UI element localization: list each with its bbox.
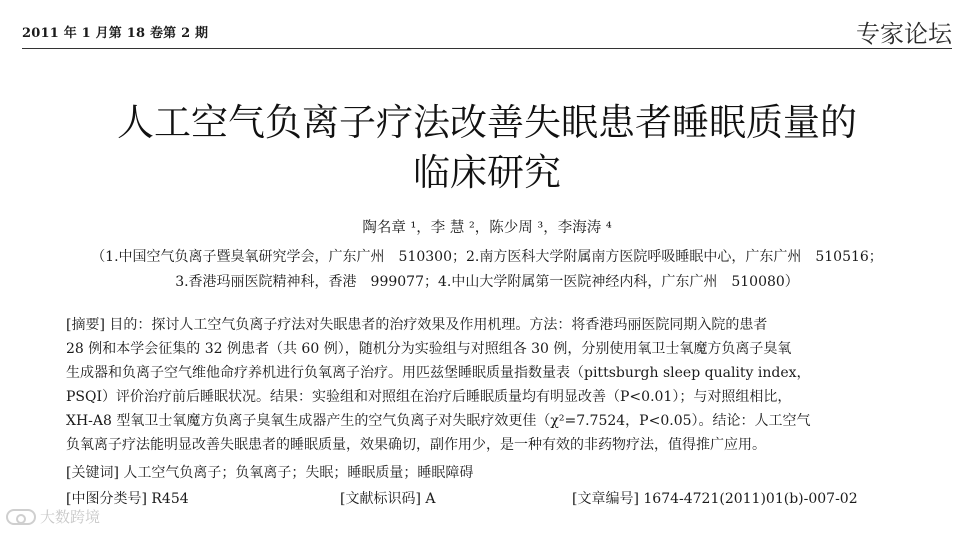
watermark-text: 大数跨境	[40, 508, 101, 526]
header-divider	[22, 48, 952, 49]
column-name: 专家论坛	[856, 20, 952, 48]
article-number: [文章编号] 1674-4721(2011)01(b)-007-02	[572, 491, 858, 507]
abstract-line: [摘要] 目的：探讨人工空气负离子疗法对失眠患者的治疗效果及作用机理。方法：将香港玛丽医院同期入院的患者	[66, 317, 768, 333]
author-list: 陶名章 ¹，李 慧 ²，陈少周 ³，李海涛 ⁴	[362, 220, 612, 236]
watermark-logo-icon	[6, 509, 36, 525]
abstract-line: XH-A8 型氧卫士氧魔方负离子臭氧生成器产生的空气负离子对失眠疗效更佳（χ²=7.7524，P<0.05）。结论：人工空气	[66, 413, 811, 429]
article-title-line2: 临床研究	[413, 151, 561, 194]
watermark	[6, 506, 100, 527]
abstract-line: PSQI）评价治疗前后睡眠状况。结果：实验组和对照组在治疗后睡眠质量均有明显改善（P<0.01）；与对照组相比，	[66, 389, 792, 405]
document-code: [文献标识码] A	[340, 491, 436, 507]
affiliations-line1: （1.中国空气负离子暨臭氧研究学会，广东广州 510300；2.南方医科大学附属南方医院呼吸睡眠中心，广东广州 510516；	[91, 249, 883, 265]
keywords: [关键词] 人工空气负离子；负氧离子；失眠；睡眠质量；睡眠障碍	[66, 465, 474, 481]
abstract-line: 生成器和负离子空气维他命疗养机进行负氧离子治疗。用匹兹堡睡眠质量指数量表（pittsburgh sleep quality index，	[66, 365, 811, 381]
article-title-line1: 人工空气负离子疗法改善失眠患者睡眠质量的	[117, 101, 857, 144]
journal-issue: 2011 年 1 月第 18 卷第 2 期	[22, 26, 209, 41]
clc-number: [中图分类号] R454	[66, 491, 189, 507]
abstract-line: 28 例和本学会征集的 32 例患者（共 60 例），随机分为实验组与对照组各 30 例，分别使用氧卫士氧魔方负离子臭氧	[66, 341, 792, 357]
affiliations-line2: 3.香港玛丽医院精神科，香港 999077；4.中山大学附属第一医院神经内科，广东广州 510080）	[175, 274, 799, 290]
abstract-line: 负氧离子疗法能明显改善失眠患者的睡眠质量，效果确切，副作用少，是一种有效的非药物疗法，值得推广应用。	[66, 437, 766, 453]
